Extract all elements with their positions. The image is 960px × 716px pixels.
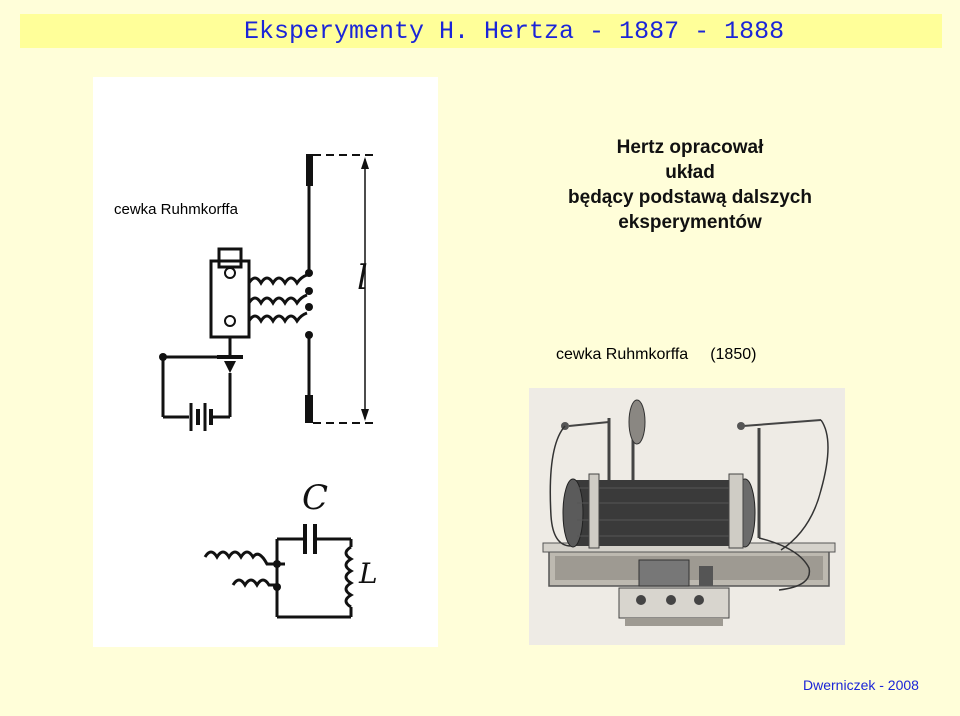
lower-rod-tip [305,395,313,423]
description-line: eksperymentów [618,212,762,233]
coil-label-left: cewka Ruhmkorffa [114,201,238,218]
upper-rod-tip [306,154,313,186]
length-label: l [357,258,368,298]
inductor-label: L [359,557,378,590]
description-line: będący podstawą dalszych [568,187,812,208]
photo-caption-name: cewka Ruhmkorffa [556,346,689,363]
ruhmkorff-coil-drawing [529,388,845,645]
lc-inductor [346,547,351,607]
slide-title: Eksperymenty H. Hertza - 1887 - 1888 [244,17,785,46]
footer-credit: Dwerniczek - 2008 [803,677,919,693]
ruhmkorff-coil-photo [529,388,845,645]
capacitor-label: C [302,478,329,518]
photo-caption [556,346,756,364]
description-line: Hertz opracował [616,137,764,158]
hertz-circuit-diagram [93,77,438,647]
circuit-schematic-svg [93,77,438,647]
description-block [540,135,840,235]
description-line: układ [665,162,715,183]
discharger-disc [629,400,645,444]
photo-caption-year: (1850) [710,346,757,363]
